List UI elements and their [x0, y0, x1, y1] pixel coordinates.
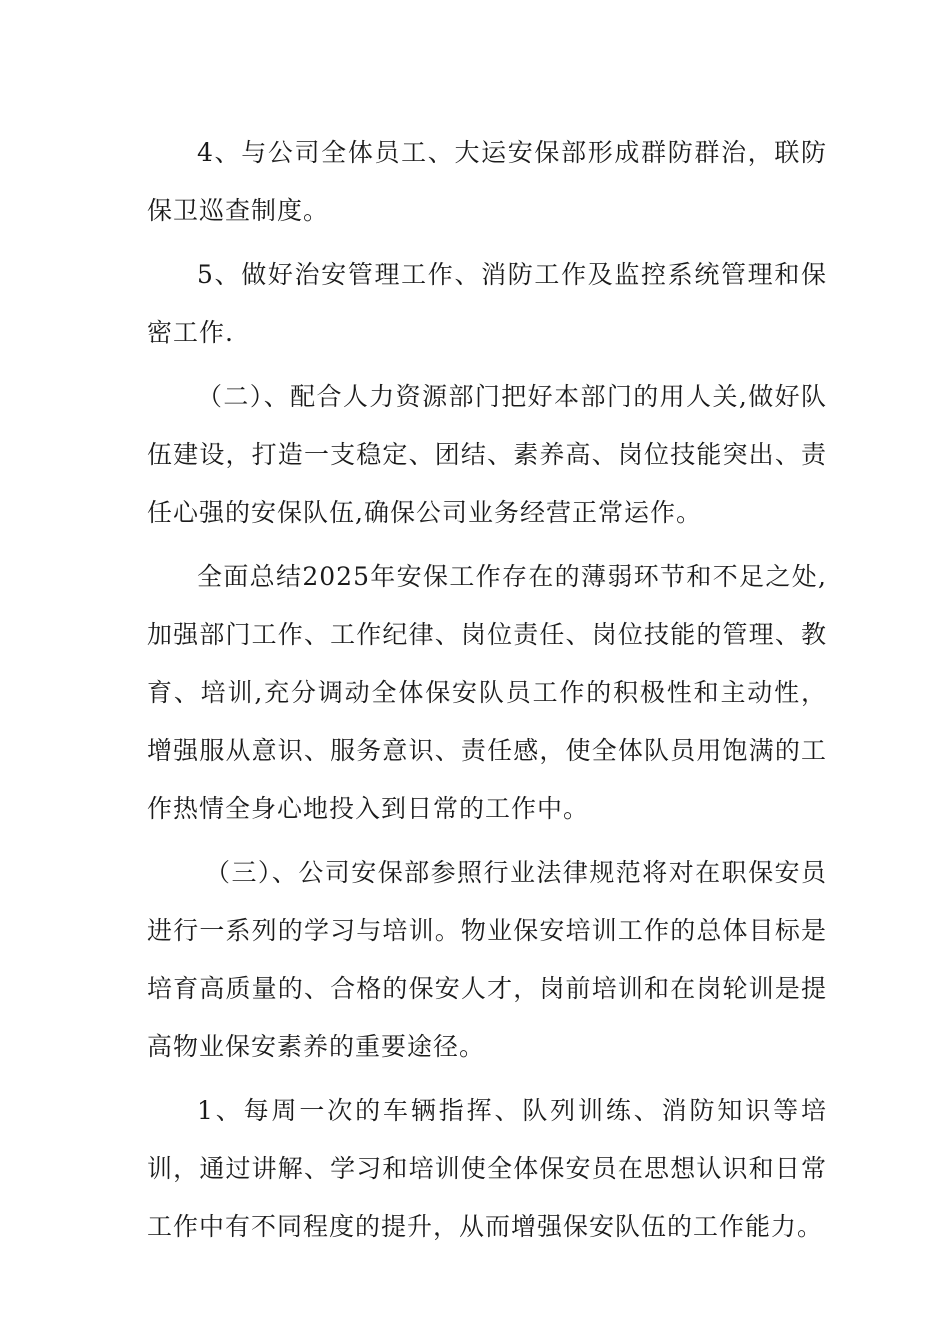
paragraph-summary: 全面总结2025年安保工作存在的薄弱环节和不足之处,加强部门工作、工作纪律、岗位责任、岗位技能的管理、教育、培训,充分调动全体保安队员工作的积极性和主动性，增强服从意识、服务意识、责任感，使全体队员用饱满的工作热情全身心地投入到日常的工作中。: [147, 562, 827, 823]
paragraph-section-2: （二）、配合人力资源部门把好本部门的用人关,做好队伍建设，打造一支稳定、团结、素养高、岗位技能突出、责任心强的安保队伍,确保公司业务经营正常运作。: [147, 382, 827, 527]
paragraph-section-3: （三）、公司安保部参照行业法律规范将对在职保安员进行一系列的学习与培训。物业保安培训工作的总体目标是培育高质量的、合格的保安人才，岗前培训和在岗轮训是提高物业保安素养的重要途径。: [147, 858, 827, 1061]
paragraph-item-5: 5、做好治安管理工作、消防工作及监控系统管理和保密工作.: [147, 260, 827, 347]
paragraph-training-1: 1、每周一次的车辆指挥、队列训练、消防知识等培训，通过讲解、学习和培训使全体保安员在思想认识和日常工作中有不同程度的提升，从而增强保安队伍的工作能力。: [147, 1096, 827, 1241]
document-body: [147, 124, 827, 1262]
paragraph-item-4: 4、与公司全体员工、大运安保部形成群防群治，联防保卫巡查制度。: [147, 138, 827, 225]
